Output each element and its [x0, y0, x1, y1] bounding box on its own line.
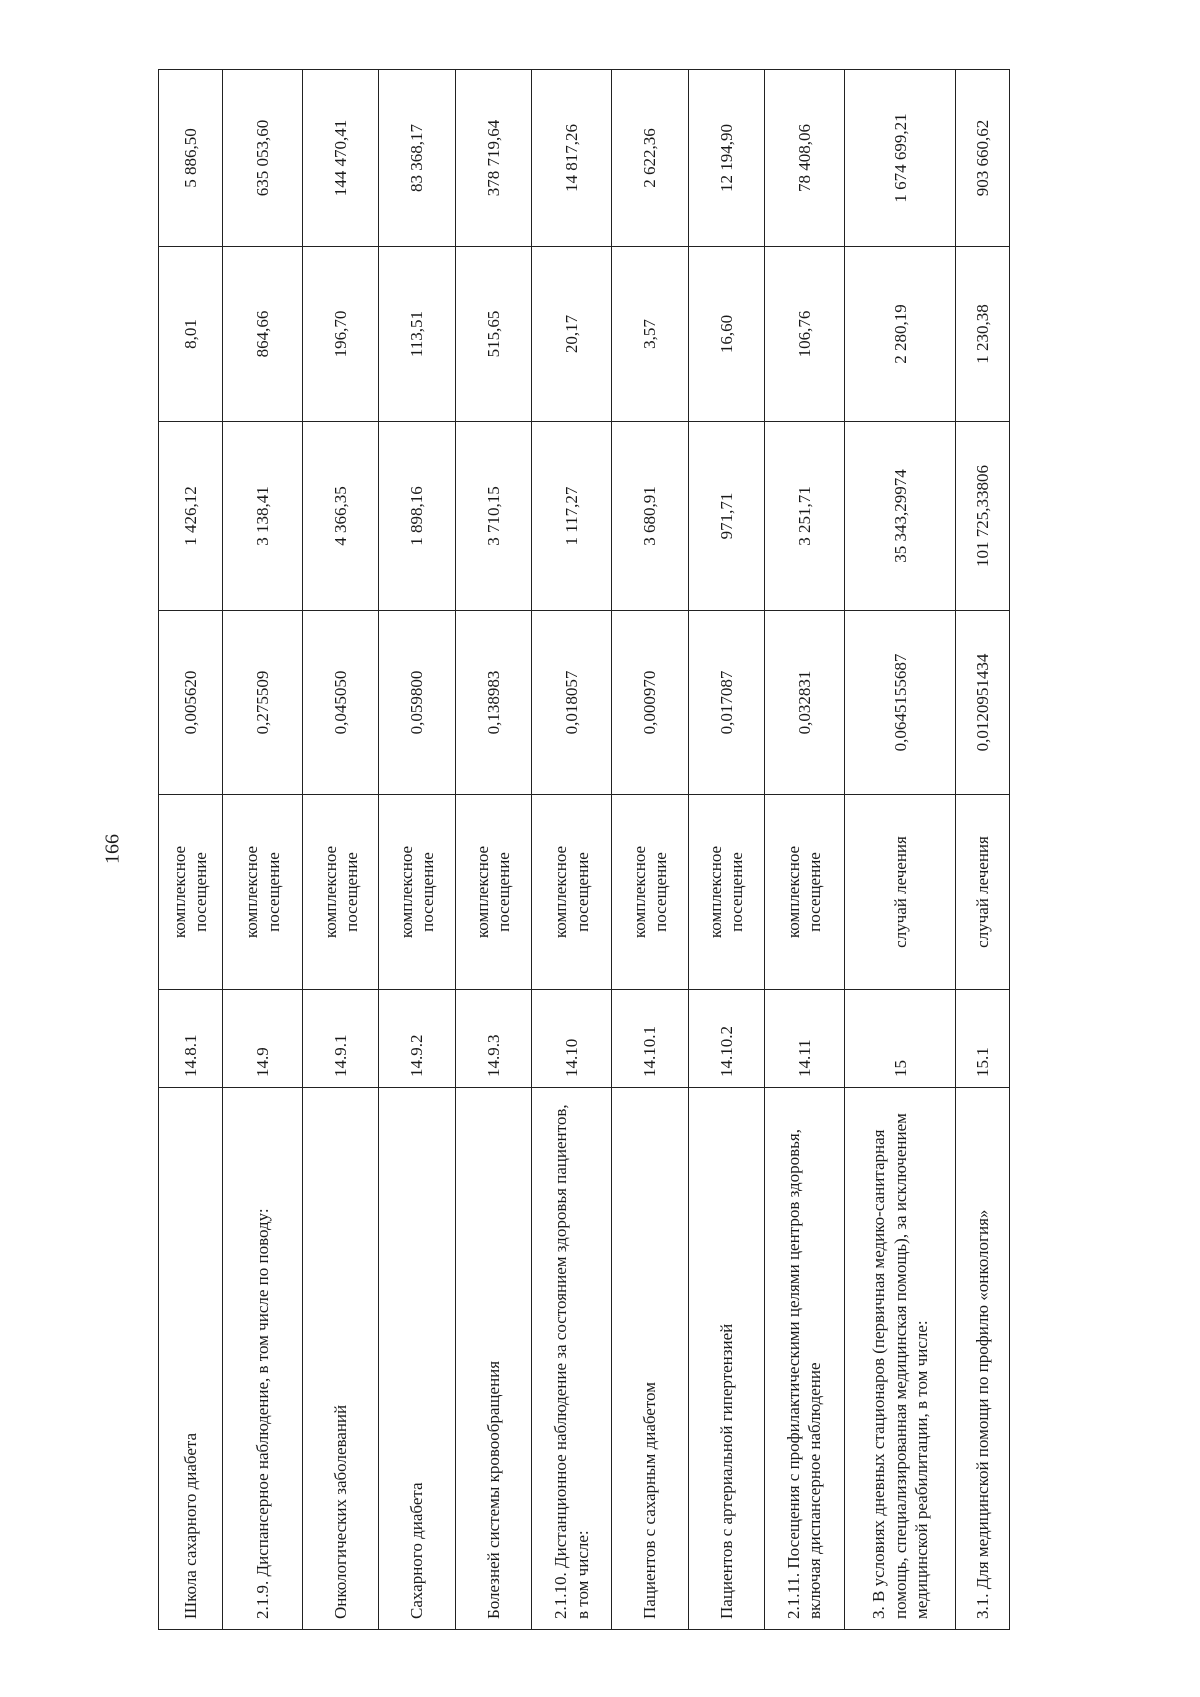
page-number: 166: [101, 834, 124, 864]
row-cost-cell: 1 898,16: [379, 422, 455, 611]
row-unit-cell: комплексное посещение: [764, 795, 844, 990]
row-code-cell: 14.11: [764, 990, 844, 1088]
row-total-cell: 2 622,36: [612, 70, 688, 247]
row-code-cell: 14.9.3: [455, 990, 531, 1088]
row-name-cell: Пациентов с артериальной гипертензией: [688, 1088, 764, 1630]
table-row: [764, 70, 844, 1630]
row-per-capita-cell: 8,01: [159, 247, 223, 422]
row-norm-cell: 0,000970: [612, 611, 688, 795]
row-total-cell: 83 368,17: [379, 70, 455, 247]
row-code-cell: 14.10: [531, 990, 611, 1088]
row-code-cell: 14.10.2: [688, 990, 764, 1088]
row-total-cell: 78 408,06: [764, 70, 844, 247]
row-code-cell: 14.10.1: [612, 990, 688, 1088]
row-name-cell: 3.1. Для медицинской помощи по профилю «онкология»: [956, 1088, 1010, 1630]
row-unit-cell: комплексное посещение: [222, 795, 302, 990]
row-total-cell: 5 886,50: [159, 70, 223, 247]
row-per-capita-cell: 2 280,19: [845, 247, 956, 422]
row-cost-cell: 3 251,71: [764, 422, 844, 611]
table-row: [612, 70, 688, 1630]
row-unit-cell: комплексное посещение: [379, 795, 455, 990]
row-norm-cell: 0,275509: [222, 611, 302, 795]
row-cost-cell: 1 426,12: [159, 422, 223, 611]
row-cost-cell: 3 680,91: [612, 422, 688, 611]
row-norm-cell: 0,0645155687: [845, 611, 956, 795]
row-norm-cell: 0,032831: [764, 611, 844, 795]
row-code-cell: 15.1: [956, 990, 1010, 1088]
row-norm-cell: 0,018057: [531, 611, 611, 795]
row-name-cell: 2.1.9. Диспансерное наблюдение, в том числе по поводу:: [222, 1088, 302, 1630]
row-total-cell: 635 053,60: [222, 70, 302, 247]
table-body: [159, 70, 1010, 1630]
row-total-cell: 903 660,62: [956, 70, 1010, 247]
row-name-cell: Пациентов с сахарным диабетом: [612, 1088, 688, 1630]
row-per-capita-cell: 1 230,38: [956, 247, 1010, 422]
row-cost-cell: 3 138,41: [222, 422, 302, 611]
row-per-capita-cell: 106,76: [764, 247, 844, 422]
row-name-cell: Школа сахарного диабета: [159, 1088, 223, 1630]
rotated-table-wrapper: [158, 70, 1010, 1630]
table-row: [159, 70, 223, 1630]
row-norm-cell: 0,0120951434: [956, 611, 1010, 795]
row-code-cell: 14.8.1: [159, 990, 223, 1088]
row-total-cell: 12 194,90: [688, 70, 764, 247]
table-row: [688, 70, 764, 1630]
row-code-cell: 14.9.2: [379, 990, 455, 1088]
row-total-cell: 14 817,26: [531, 70, 611, 247]
row-name-cell: Онкологических заболеваний: [303, 1088, 379, 1630]
row-per-capita-cell: 3,57: [612, 247, 688, 422]
row-name-cell: 2.1.10. Дистанционное наблюдение за состоянием здоровья пациентов, в том числе:: [531, 1088, 611, 1630]
row-norm-cell: 0,059800: [379, 611, 455, 795]
row-per-capita-cell: 20,17: [531, 247, 611, 422]
row-name-cell: 3. В условиях дневных стационаров (первичная медико-санитарная помощь, специализированная медицинская помощь), за исключением медицинской реабилитации, в том числе:: [845, 1088, 956, 1630]
row-per-capita-cell: 515,65: [455, 247, 531, 422]
table-row: [303, 70, 379, 1630]
row-unit-cell: случай лечения: [956, 795, 1010, 990]
row-unit-cell: случай лечения: [845, 795, 956, 990]
row-total-cell: 378 719,64: [455, 70, 531, 247]
row-unit-cell: комплексное посещение: [688, 795, 764, 990]
row-name-cell: Болезней системы кровообращения: [455, 1088, 531, 1630]
row-cost-cell: 971,71: [688, 422, 764, 611]
row-unit-cell: комплексное посещение: [612, 795, 688, 990]
table-row: [531, 70, 611, 1630]
row-cost-cell: 3 710,15: [455, 422, 531, 611]
row-code-cell: 14.9: [222, 990, 302, 1088]
row-per-capita-cell: 864,66: [222, 247, 302, 422]
row-norm-cell: 0,005620: [159, 611, 223, 795]
row-per-capita-cell: 196,70: [303, 247, 379, 422]
row-code-cell: 15: [845, 990, 956, 1088]
row-norm-cell: 0,138983: [455, 611, 531, 795]
row-cost-cell: 101 725,33806: [956, 422, 1010, 611]
table-row: [379, 70, 455, 1630]
row-unit-cell: комплексное посещение: [303, 795, 379, 990]
table-row: [455, 70, 531, 1630]
row-per-capita-cell: 16,60: [688, 247, 764, 422]
row-cost-cell: 4 366,35: [303, 422, 379, 611]
table-row: [222, 70, 302, 1630]
row-name-cell: Сахарного диабета: [379, 1088, 455, 1630]
row-unit-cell: комплексное посещение: [455, 795, 531, 990]
row-cost-cell: 35 343,29974: [845, 422, 956, 611]
tariff-table: [158, 69, 1010, 1630]
row-unit-cell: комплексное посещение: [159, 795, 223, 990]
table-row: [845, 70, 956, 1630]
row-cost-cell: 1 117,27: [531, 422, 611, 611]
row-total-cell: 1 674 699,21: [845, 70, 956, 247]
row-name-cell: 2.1.11. Посещения с профилактическими целями центров здоровья, включая диспансерное наблюдение: [764, 1088, 844, 1630]
row-norm-cell: 0,017087: [688, 611, 764, 795]
row-total-cell: 144 470,41: [303, 70, 379, 247]
row-norm-cell: 0,045050: [303, 611, 379, 795]
row-unit-cell: комплексное посещение: [531, 795, 611, 990]
table-row: [956, 70, 1010, 1630]
row-code-cell: 14.9.1: [303, 990, 379, 1088]
row-per-capita-cell: 113,51: [379, 247, 455, 422]
